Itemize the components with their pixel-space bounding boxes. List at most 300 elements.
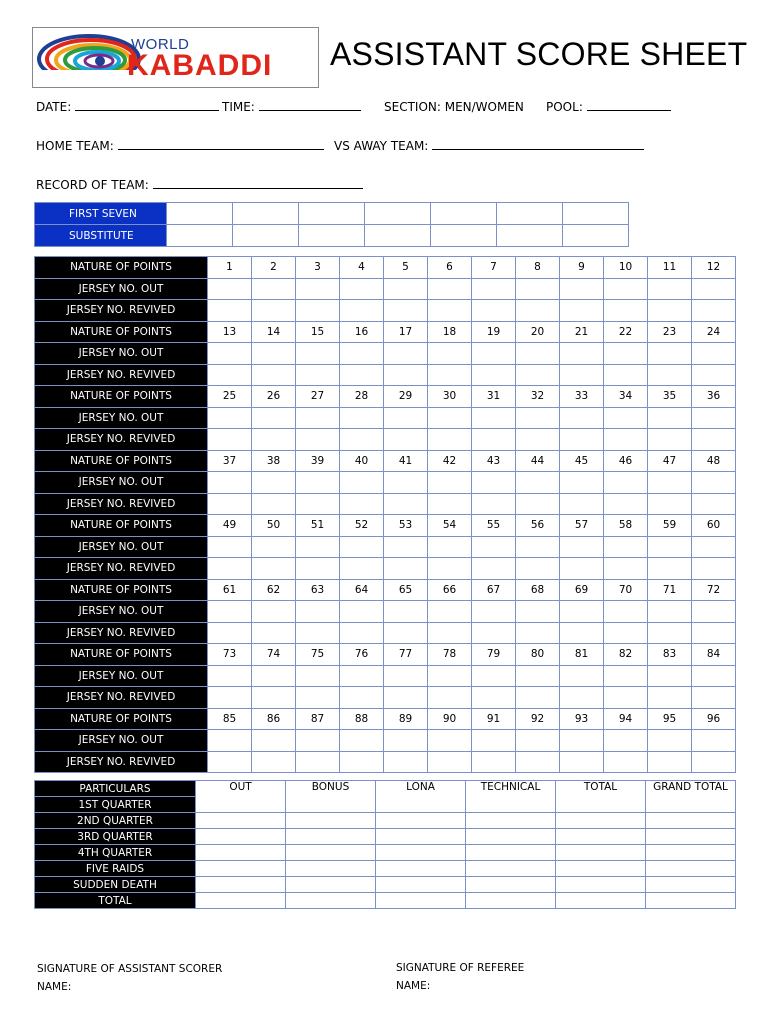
point-number[interactable]: 6 xyxy=(428,257,472,279)
jersey-entry-cell[interactable] xyxy=(692,472,736,494)
jersey-entry-cell[interactable] xyxy=(252,343,296,365)
jersey-entry-cell[interactable] xyxy=(604,429,648,451)
jersey-entry-cell[interactable] xyxy=(604,472,648,494)
point-number[interactable]: 5 xyxy=(384,257,428,279)
jersey-entry-cell[interactable] xyxy=(648,300,692,322)
summary-entry-cell[interactable] xyxy=(196,877,286,893)
point-number[interactable]: 3 xyxy=(296,257,340,279)
jersey-entry-cell[interactable] xyxy=(692,751,736,773)
jersey-entry-cell[interactable] xyxy=(604,601,648,623)
summary-entry-cell[interactable] xyxy=(196,861,286,877)
jersey-entry-cell[interactable] xyxy=(428,493,472,515)
jersey-entry-cell[interactable] xyxy=(604,278,648,300)
point-number[interactable]: 61 xyxy=(208,579,252,601)
lineup-cell[interactable] xyxy=(497,225,563,247)
jersey-entry-cell[interactable] xyxy=(340,472,384,494)
away-team-line[interactable] xyxy=(432,139,644,150)
jersey-entry-cell[interactable] xyxy=(384,558,428,580)
point-number[interactable]: 46 xyxy=(604,450,648,472)
point-number[interactable]: 63 xyxy=(296,579,340,601)
jersey-entry-cell[interactable] xyxy=(560,601,604,623)
jersey-entry-cell[interactable] xyxy=(692,622,736,644)
jersey-entry-cell[interactable] xyxy=(340,730,384,752)
point-number[interactable]: 10 xyxy=(604,257,648,279)
jersey-entry-cell[interactable] xyxy=(296,407,340,429)
jersey-entry-cell[interactable] xyxy=(340,751,384,773)
lineup-cell[interactable] xyxy=(563,225,629,247)
jersey-entry-cell[interactable] xyxy=(604,665,648,687)
jersey-entry-cell[interactable] xyxy=(648,622,692,644)
jersey-entry-cell[interactable] xyxy=(472,751,516,773)
jersey-entry-cell[interactable] xyxy=(560,278,604,300)
jersey-entry-cell[interactable] xyxy=(208,472,252,494)
jersey-entry-cell[interactable] xyxy=(296,622,340,644)
jersey-entry-cell[interactable] xyxy=(428,558,472,580)
jersey-entry-cell[interactable] xyxy=(604,536,648,558)
jersey-entry-cell[interactable] xyxy=(340,665,384,687)
point-number[interactable]: 80 xyxy=(516,644,560,666)
point-number[interactable]: 74 xyxy=(252,644,296,666)
summary-entry-cell[interactable] xyxy=(466,877,556,893)
point-number[interactable]: 77 xyxy=(384,644,428,666)
jersey-entry-cell[interactable] xyxy=(296,665,340,687)
time-line[interactable] xyxy=(259,100,361,111)
jersey-entry-cell[interactable] xyxy=(296,343,340,365)
jersey-entry-cell[interactable] xyxy=(208,665,252,687)
point-number[interactable]: 68 xyxy=(516,579,560,601)
jersey-entry-cell[interactable] xyxy=(692,429,736,451)
point-number[interactable]: 67 xyxy=(472,579,516,601)
jersey-entry-cell[interactable] xyxy=(560,665,604,687)
summary-entry-cell[interactable] xyxy=(196,845,286,861)
jersey-entry-cell[interactable] xyxy=(472,278,516,300)
point-number[interactable]: 38 xyxy=(252,450,296,472)
jersey-entry-cell[interactable] xyxy=(428,364,472,386)
point-number[interactable]: 86 xyxy=(252,708,296,730)
point-number[interactable]: 81 xyxy=(560,644,604,666)
jersey-entry-cell[interactable] xyxy=(516,751,560,773)
jersey-entry-cell[interactable] xyxy=(208,751,252,773)
jersey-entry-cell[interactable] xyxy=(340,364,384,386)
jersey-entry-cell[interactable] xyxy=(604,751,648,773)
jersey-entry-cell[interactable] xyxy=(692,343,736,365)
summary-entry-cell[interactable] xyxy=(376,829,466,845)
summary-entry-cell[interactable] xyxy=(286,877,376,893)
jersey-entry-cell[interactable] xyxy=(516,472,560,494)
point-number[interactable]: 7 xyxy=(472,257,516,279)
lineup-cell[interactable] xyxy=(365,225,431,247)
jersey-entry-cell[interactable] xyxy=(648,558,692,580)
jersey-entry-cell[interactable] xyxy=(384,364,428,386)
summary-entry-cell[interactable] xyxy=(286,893,376,909)
jersey-entry-cell[interactable] xyxy=(384,730,428,752)
point-number[interactable]: 48 xyxy=(692,450,736,472)
jersey-entry-cell[interactable] xyxy=(472,665,516,687)
point-number[interactable]: 44 xyxy=(516,450,560,472)
summary-entry-cell[interactable] xyxy=(376,861,466,877)
jersey-entry-cell[interactable] xyxy=(252,278,296,300)
jersey-entry-cell[interactable] xyxy=(428,407,472,429)
jersey-entry-cell[interactable] xyxy=(252,472,296,494)
jersey-entry-cell[interactable] xyxy=(384,622,428,644)
point-number[interactable]: 4 xyxy=(340,257,384,279)
jersey-entry-cell[interactable] xyxy=(648,407,692,429)
lineup-cell[interactable] xyxy=(233,203,299,225)
point-number[interactable]: 25 xyxy=(208,386,252,408)
jersey-entry-cell[interactable] xyxy=(560,343,604,365)
jersey-entry-cell[interactable] xyxy=(428,429,472,451)
jersey-entry-cell[interactable] xyxy=(384,278,428,300)
point-number[interactable]: 41 xyxy=(384,450,428,472)
jersey-entry-cell[interactable] xyxy=(560,751,604,773)
date-line[interactable] xyxy=(75,100,219,111)
summary-entry-cell[interactable] xyxy=(646,829,736,845)
point-number[interactable]: 53 xyxy=(384,515,428,537)
jersey-entry-cell[interactable] xyxy=(252,407,296,429)
point-number[interactable]: 83 xyxy=(648,644,692,666)
jersey-entry-cell[interactable] xyxy=(692,601,736,623)
point-number[interactable]: 23 xyxy=(648,321,692,343)
point-number[interactable]: 49 xyxy=(208,515,252,537)
point-number[interactable]: 43 xyxy=(472,450,516,472)
summary-entry-cell[interactable] xyxy=(646,861,736,877)
jersey-entry-cell[interactable] xyxy=(692,493,736,515)
jersey-entry-cell[interactable] xyxy=(384,343,428,365)
jersey-entry-cell[interactable] xyxy=(384,300,428,322)
summary-entry-cell[interactable] xyxy=(466,829,556,845)
jersey-entry-cell[interactable] xyxy=(208,364,252,386)
jersey-entry-cell[interactable] xyxy=(208,730,252,752)
point-number[interactable]: 55 xyxy=(472,515,516,537)
jersey-entry-cell[interactable] xyxy=(252,536,296,558)
point-number[interactable]: 1 xyxy=(208,257,252,279)
jersey-entry-cell[interactable] xyxy=(692,730,736,752)
jersey-entry-cell[interactable] xyxy=(208,536,252,558)
point-number[interactable]: 95 xyxy=(648,708,692,730)
jersey-entry-cell[interactable] xyxy=(560,472,604,494)
point-number[interactable]: 26 xyxy=(252,386,296,408)
summary-entry-cell[interactable] xyxy=(646,845,736,861)
point-number[interactable]: 40 xyxy=(340,450,384,472)
point-number[interactable]: 85 xyxy=(208,708,252,730)
jersey-entry-cell[interactable] xyxy=(472,343,516,365)
summary-entry-cell[interactable] xyxy=(376,877,466,893)
point-number[interactable]: 88 xyxy=(340,708,384,730)
jersey-entry-cell[interactable] xyxy=(560,407,604,429)
jersey-entry-cell[interactable] xyxy=(472,364,516,386)
jersey-entry-cell[interactable] xyxy=(516,343,560,365)
jersey-entry-cell[interactable] xyxy=(516,278,560,300)
point-number[interactable]: 50 xyxy=(252,515,296,537)
home-team-line[interactable] xyxy=(118,139,324,150)
jersey-entry-cell[interactable] xyxy=(516,558,560,580)
jersey-entry-cell[interactable] xyxy=(252,730,296,752)
point-number[interactable]: 27 xyxy=(296,386,340,408)
jersey-entry-cell[interactable] xyxy=(604,493,648,515)
jersey-entry-cell[interactable] xyxy=(252,493,296,515)
point-number[interactable]: 92 xyxy=(516,708,560,730)
jersey-entry-cell[interactable] xyxy=(648,493,692,515)
jersey-entry-cell[interactable] xyxy=(472,601,516,623)
point-number[interactable]: 24 xyxy=(692,321,736,343)
jersey-entry-cell[interactable] xyxy=(208,622,252,644)
jersey-entry-cell[interactable] xyxy=(428,687,472,709)
jersey-entry-cell[interactable] xyxy=(384,429,428,451)
point-number[interactable]: 57 xyxy=(560,515,604,537)
point-number[interactable]: 79 xyxy=(472,644,516,666)
pool-line[interactable] xyxy=(587,100,671,111)
summary-entry-cell[interactable] xyxy=(376,893,466,909)
summary-entry-cell[interactable] xyxy=(286,861,376,877)
jersey-entry-cell[interactable] xyxy=(472,730,516,752)
jersey-entry-cell[interactable] xyxy=(340,493,384,515)
point-number[interactable]: 30 xyxy=(428,386,472,408)
jersey-entry-cell[interactable] xyxy=(648,751,692,773)
jersey-entry-cell[interactable] xyxy=(472,536,516,558)
jersey-entry-cell[interactable] xyxy=(296,472,340,494)
summary-entry-cell[interactable] xyxy=(646,893,736,909)
point-number[interactable]: 71 xyxy=(648,579,692,601)
point-number[interactable]: 60 xyxy=(692,515,736,537)
point-number[interactable]: 42 xyxy=(428,450,472,472)
point-number[interactable]: 20 xyxy=(516,321,560,343)
jersey-entry-cell[interactable] xyxy=(560,429,604,451)
jersey-entry-cell[interactable] xyxy=(296,429,340,451)
jersey-entry-cell[interactable] xyxy=(560,300,604,322)
jersey-entry-cell[interactable] xyxy=(252,300,296,322)
jersey-entry-cell[interactable] xyxy=(296,493,340,515)
summary-entry-cell[interactable] xyxy=(376,845,466,861)
point-number[interactable]: 8 xyxy=(516,257,560,279)
point-number[interactable]: 2 xyxy=(252,257,296,279)
lineup-cell[interactable] xyxy=(299,225,365,247)
point-number[interactable]: 34 xyxy=(604,386,648,408)
summary-entry-cell[interactable] xyxy=(286,813,376,829)
jersey-entry-cell[interactable] xyxy=(692,364,736,386)
jersey-entry-cell[interactable] xyxy=(428,730,472,752)
point-number[interactable]: 33 xyxy=(560,386,604,408)
jersey-entry-cell[interactable] xyxy=(516,601,560,623)
jersey-entry-cell[interactable] xyxy=(252,665,296,687)
jersey-entry-cell[interactable] xyxy=(604,300,648,322)
jersey-entry-cell[interactable] xyxy=(692,558,736,580)
jersey-entry-cell[interactable] xyxy=(208,601,252,623)
jersey-entry-cell[interactable] xyxy=(384,601,428,623)
jersey-entry-cell[interactable] xyxy=(648,730,692,752)
lineup-cell[interactable] xyxy=(167,203,233,225)
jersey-entry-cell[interactable] xyxy=(604,558,648,580)
lineup-cell[interactable] xyxy=(431,203,497,225)
jersey-entry-cell[interactable] xyxy=(296,751,340,773)
summary-entry-cell[interactable] xyxy=(286,829,376,845)
jersey-entry-cell[interactable] xyxy=(428,665,472,687)
jersey-entry-cell[interactable] xyxy=(296,558,340,580)
jersey-entry-cell[interactable] xyxy=(428,472,472,494)
jersey-entry-cell[interactable] xyxy=(472,622,516,644)
jersey-entry-cell[interactable] xyxy=(516,622,560,644)
point-number[interactable]: 65 xyxy=(384,579,428,601)
point-number[interactable]: 64 xyxy=(340,579,384,601)
jersey-entry-cell[interactable] xyxy=(516,364,560,386)
point-number[interactable]: 89 xyxy=(384,708,428,730)
summary-entry-cell[interactable] xyxy=(556,845,646,861)
point-number[interactable]: 36 xyxy=(692,386,736,408)
jersey-entry-cell[interactable] xyxy=(252,751,296,773)
jersey-entry-cell[interactable] xyxy=(692,665,736,687)
point-number[interactable]: 91 xyxy=(472,708,516,730)
point-number[interactable]: 15 xyxy=(296,321,340,343)
jersey-entry-cell[interactable] xyxy=(384,407,428,429)
jersey-entry-cell[interactable] xyxy=(692,536,736,558)
jersey-entry-cell[interactable] xyxy=(516,665,560,687)
jersey-entry-cell[interactable] xyxy=(648,364,692,386)
lineup-cell[interactable] xyxy=(497,203,563,225)
point-number[interactable]: 12 xyxy=(692,257,736,279)
jersey-entry-cell[interactable] xyxy=(472,687,516,709)
jersey-entry-cell[interactable] xyxy=(296,364,340,386)
jersey-entry-cell[interactable] xyxy=(340,536,384,558)
jersey-entry-cell[interactable] xyxy=(648,472,692,494)
lineup-cell[interactable] xyxy=(431,225,497,247)
jersey-entry-cell[interactable] xyxy=(604,622,648,644)
point-number[interactable]: 9 xyxy=(560,257,604,279)
jersey-entry-cell[interactable] xyxy=(384,687,428,709)
jersey-entry-cell[interactable] xyxy=(604,364,648,386)
jersey-entry-cell[interactable] xyxy=(604,343,648,365)
summary-entry-cell[interactable] xyxy=(556,829,646,845)
jersey-entry-cell[interactable] xyxy=(692,300,736,322)
jersey-entry-cell[interactable] xyxy=(604,730,648,752)
jersey-entry-cell[interactable] xyxy=(428,343,472,365)
jersey-entry-cell[interactable] xyxy=(340,601,384,623)
jersey-entry-cell[interactable] xyxy=(340,407,384,429)
jersey-entry-cell[interactable] xyxy=(428,751,472,773)
lineup-cell[interactable] xyxy=(233,225,299,247)
jersey-entry-cell[interactable] xyxy=(208,493,252,515)
point-number[interactable]: 14 xyxy=(252,321,296,343)
jersey-entry-cell[interactable] xyxy=(560,536,604,558)
jersey-entry-cell[interactable] xyxy=(252,622,296,644)
jersey-entry-cell[interactable] xyxy=(296,601,340,623)
lineup-cell[interactable] xyxy=(167,225,233,247)
jersey-entry-cell[interactable] xyxy=(648,601,692,623)
summary-entry-cell[interactable] xyxy=(646,877,736,893)
jersey-entry-cell[interactable] xyxy=(340,278,384,300)
jersey-entry-cell[interactable] xyxy=(296,730,340,752)
summary-entry-cell[interactable] xyxy=(196,813,286,829)
jersey-entry-cell[interactable] xyxy=(648,278,692,300)
jersey-entry-cell[interactable] xyxy=(560,558,604,580)
jersey-entry-cell[interactable] xyxy=(428,278,472,300)
point-number[interactable]: 72 xyxy=(692,579,736,601)
record-line[interactable] xyxy=(153,178,363,189)
summary-entry-cell[interactable] xyxy=(466,893,556,909)
jersey-entry-cell[interactable] xyxy=(252,364,296,386)
jersey-entry-cell[interactable] xyxy=(648,429,692,451)
lineup-cell[interactable] xyxy=(563,203,629,225)
jersey-entry-cell[interactable] xyxy=(648,687,692,709)
point-number[interactable]: 19 xyxy=(472,321,516,343)
jersey-entry-cell[interactable] xyxy=(472,472,516,494)
point-number[interactable]: 62 xyxy=(252,579,296,601)
jersey-entry-cell[interactable] xyxy=(516,687,560,709)
point-number[interactable]: 29 xyxy=(384,386,428,408)
summary-entry-cell[interactable] xyxy=(556,877,646,893)
jersey-entry-cell[interactable] xyxy=(208,687,252,709)
summary-entry-cell[interactable] xyxy=(196,829,286,845)
point-number[interactable]: 94 xyxy=(604,708,648,730)
jersey-entry-cell[interactable] xyxy=(692,687,736,709)
jersey-entry-cell[interactable] xyxy=(340,343,384,365)
jersey-entry-cell[interactable] xyxy=(208,407,252,429)
jersey-entry-cell[interactable] xyxy=(472,493,516,515)
point-number[interactable]: 69 xyxy=(560,579,604,601)
jersey-entry-cell[interactable] xyxy=(384,751,428,773)
point-number[interactable]: 52 xyxy=(340,515,384,537)
jersey-entry-cell[interactable] xyxy=(296,536,340,558)
point-number[interactable]: 16 xyxy=(340,321,384,343)
point-number[interactable]: 73 xyxy=(208,644,252,666)
point-number[interactable]: 75 xyxy=(296,644,340,666)
jersey-entry-cell[interactable] xyxy=(516,730,560,752)
summary-entry-cell[interactable] xyxy=(556,813,646,829)
jersey-entry-cell[interactable] xyxy=(384,665,428,687)
point-number[interactable]: 45 xyxy=(560,450,604,472)
jersey-entry-cell[interactable] xyxy=(516,300,560,322)
jersey-entry-cell[interactable] xyxy=(384,536,428,558)
point-number[interactable]: 47 xyxy=(648,450,692,472)
jersey-entry-cell[interactable] xyxy=(604,687,648,709)
point-number[interactable]: 96 xyxy=(692,708,736,730)
jersey-entry-cell[interactable] xyxy=(516,536,560,558)
lineup-cell[interactable] xyxy=(365,203,431,225)
jersey-entry-cell[interactable] xyxy=(340,558,384,580)
jersey-entry-cell[interactable] xyxy=(428,536,472,558)
summary-entry-cell[interactable] xyxy=(556,861,646,877)
summary-entry-cell[interactable] xyxy=(376,813,466,829)
jersey-entry-cell[interactable] xyxy=(692,278,736,300)
summary-entry-cell[interactable] xyxy=(556,893,646,909)
point-number[interactable]: 66 xyxy=(428,579,472,601)
point-number[interactable]: 84 xyxy=(692,644,736,666)
point-number[interactable]: 21 xyxy=(560,321,604,343)
point-number[interactable]: 35 xyxy=(648,386,692,408)
point-number[interactable]: 58 xyxy=(604,515,648,537)
jersey-entry-cell[interactable] xyxy=(340,687,384,709)
summary-entry-cell[interactable] xyxy=(466,861,556,877)
jersey-entry-cell[interactable] xyxy=(384,493,428,515)
jersey-entry-cell[interactable] xyxy=(296,300,340,322)
jersey-entry-cell[interactable] xyxy=(340,300,384,322)
point-number[interactable]: 82 xyxy=(604,644,648,666)
jersey-entry-cell[interactable] xyxy=(604,407,648,429)
jersey-entry-cell[interactable] xyxy=(428,601,472,623)
point-number[interactable]: 28 xyxy=(340,386,384,408)
point-number[interactable]: 13 xyxy=(208,321,252,343)
summary-entry-cell[interactable] xyxy=(466,813,556,829)
jersey-entry-cell[interactable] xyxy=(516,407,560,429)
jersey-entry-cell[interactable] xyxy=(648,536,692,558)
point-number[interactable]: 51 xyxy=(296,515,340,537)
jersey-entry-cell[interactable] xyxy=(208,278,252,300)
jersey-entry-cell[interactable] xyxy=(208,429,252,451)
point-number[interactable]: 54 xyxy=(428,515,472,537)
point-number[interactable]: 37 xyxy=(208,450,252,472)
point-number[interactable]: 17 xyxy=(384,321,428,343)
point-number[interactable]: 59 xyxy=(648,515,692,537)
jersey-entry-cell[interactable] xyxy=(340,429,384,451)
jersey-entry-cell[interactable] xyxy=(252,687,296,709)
